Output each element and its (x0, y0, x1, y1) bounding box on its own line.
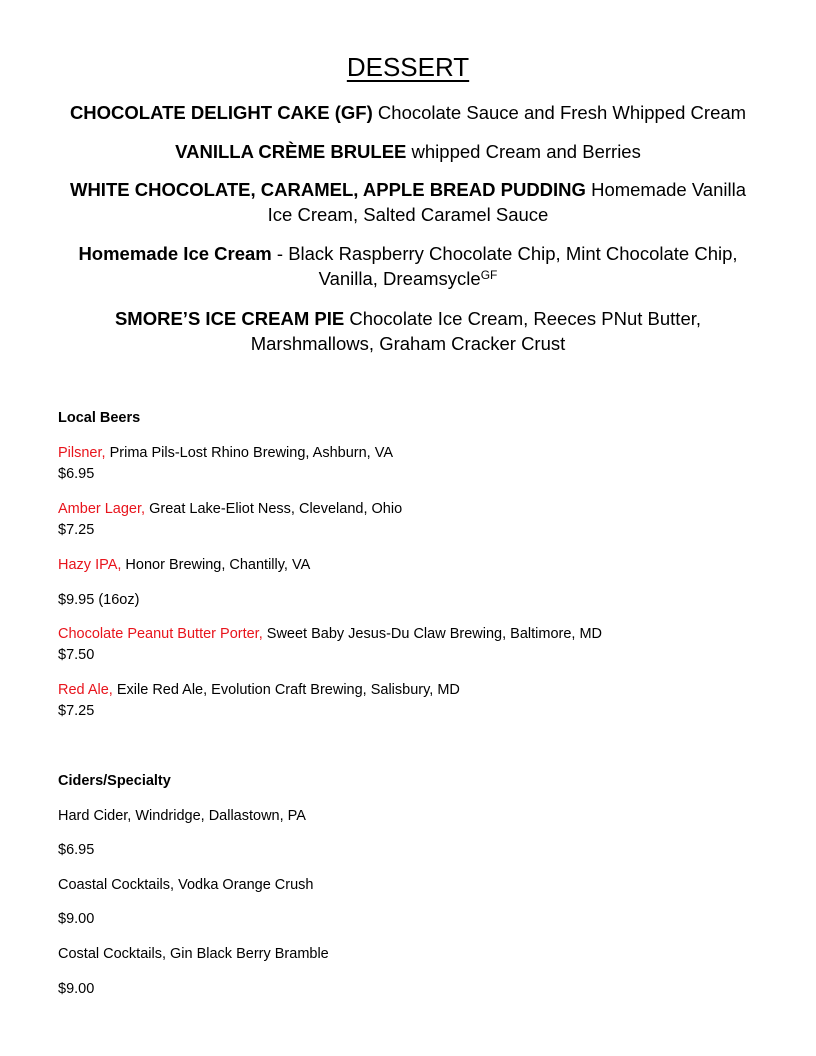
cider-item: Hard Cider, Windridge, Dallastown, PA (58, 808, 306, 824)
dessert-item (60, 177, 756, 227)
beer-style: Red Ale, (58, 682, 113, 698)
beer-price: $7.25 (58, 703, 95, 719)
beer-price: $9.95 (16oz) (58, 592, 140, 608)
dessert-item (60, 100, 756, 125)
beer-desc: Great Lake-Eliot Ness, Cleveland, Ohio (145, 501, 403, 517)
dessert-item-name: SMORE’S ICE CREAM PIE (114, 308, 345, 329)
beer-desc: Exile Red Ale, Evolution Craft Brewing, Salisbury, MD (112, 682, 460, 698)
beer-desc: Honor Brewing, Chantilly, VA (121, 557, 311, 573)
beer-desc: Prima Pils-Lost Rhino Brewing, Ashburn, VA (105, 445, 393, 461)
beer-item (58, 682, 460, 698)
cider-price: $9.00 (58, 911, 95, 927)
beer-style: Chocolate Peanut Butter Porter, (58, 626, 263, 642)
local-beers-heading: Local Beers (58, 410, 141, 426)
dessert-item-desc: Chocolate Ice Cream, Reeces PNut Butter, Marshmallows, Graham Cracker Crust (250, 308, 702, 354)
beer-item (58, 557, 310, 573)
dessert-item-desc: - Black Raspberry Chocolate Chip, Mint Chocolate Chip, Vanilla, Dreamsycle (271, 243, 738, 289)
beer-style: Amber Lager, (58, 501, 146, 517)
dessert-item-desc: Homemade Vanilla Ice Cream, Salted Caramel Sauce (267, 179, 747, 225)
beer-price: $7.50 (58, 647, 95, 663)
dessert-item-name: VANILLA CRÈME BRULEE (175, 141, 407, 162)
dessert-item (60, 306, 756, 356)
gluten-free-mark: GF (480, 268, 498, 282)
beer-item (58, 501, 402, 517)
cider-price: $6.95 (58, 842, 95, 858)
dessert-item-name: WHITE CHOCOLATE, CARAMEL, APPLE BREAD PUDDING (69, 179, 586, 200)
beer-style: Pilsner, (58, 445, 106, 461)
dessert-item-name: CHOCOLATE DELIGHT CAKE (GF) (69, 102, 373, 123)
cider-price: $9.00 (58, 981, 95, 997)
dessert-item (60, 241, 756, 291)
beer-item (58, 445, 393, 461)
dessert-item (60, 139, 756, 164)
beer-style: Hazy IPA, (58, 557, 122, 573)
dessert-item-name: Homemade Ice Cream (78, 243, 272, 264)
beer-price: $7.25 (58, 522, 95, 538)
dessert-title: DESSERT (346, 52, 470, 82)
dessert-item-desc: Chocolate Sauce and Fresh Whipped Cream (372, 102, 747, 123)
cider-item: Costal Cocktails, Gin Black Berry Bramble (58, 946, 329, 962)
beer-item (58, 626, 602, 642)
cider-item: Coastal Cocktails, Vodka Orange Crush (58, 877, 314, 893)
beer-price: $6.95 (58, 466, 95, 482)
dessert-item-desc: whipped Cream and Berries (411, 141, 641, 162)
beer-desc: Sweet Baby Jesus-Du Claw Brewing, Baltimore, MD (262, 626, 603, 642)
ciders-heading: Ciders/Specialty (58, 773, 171, 789)
